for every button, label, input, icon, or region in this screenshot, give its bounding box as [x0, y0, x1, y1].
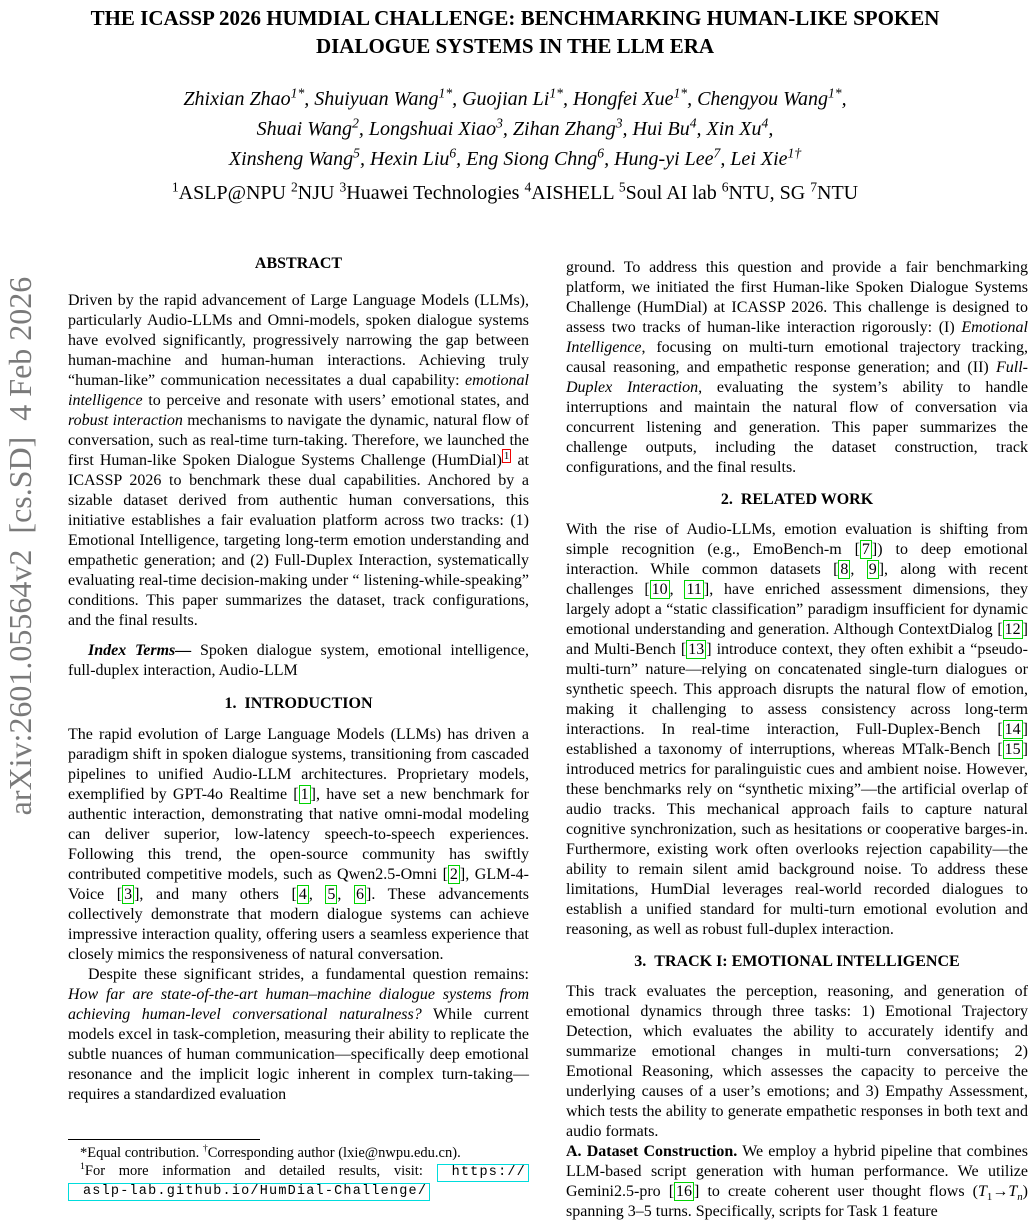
- text-run: , Hui Bu: [622, 118, 690, 140]
- text-run: , Hongfei Xue: [562, 88, 674, 110]
- citation-ref[interactable]: 6: [356, 886, 364, 903]
- text-run: How far are state-of-the-art human–machine dialogue systems from achieving human-level conversational naturalness?: [68, 986, 529, 1023]
- text-run: 1*: [673, 85, 688, 101]
- text-run: 5: [353, 145, 360, 161]
- right-column: [566, 252, 1028, 1222]
- citation-ref[interactable]: 4: [298, 886, 307, 903]
- text-run: 1*: [549, 85, 563, 101]
- text-run: Spoken dialogue system, emotional intelligence, full-duplex interaction, Audio-LLM: [68, 642, 529, 679]
- citation-ref[interactable]: 15: [1004, 741, 1021, 758]
- text-run: ,: [768, 118, 774, 140]
- paper-title: [20, 4, 1010, 60]
- text-run: , focusing on multi-turn emotional trajectory tracking, causal reasoning, and empathetic response generation; and (II): [566, 339, 1028, 376]
- citation-ref[interactable]: 16: [676, 1183, 693, 1200]
- dataset-construction-paragraph: [566, 1142, 1028, 1222]
- citation-ref[interactable]: 8: [840, 561, 849, 578]
- text-run: 1: [171, 179, 179, 195]
- text-run: ] and Multi-Bench [: [566, 621, 1028, 658]
- footnote-marker[interactable]: 1: [503, 449, 510, 462]
- arxiv-watermark: arXiv:2601.05564v2 [cs.SD] 4 Feb 2026: [2, 276, 38, 816]
- author-line-2: [0, 114, 1030, 144]
- footnote-project-url: [68, 1160, 529, 1201]
- text-run: 3: [615, 115, 623, 131]
- text-run: robust interaction: [68, 412, 183, 429]
- text-run: ASLP@NPU: [178, 182, 291, 204]
- text-run: ] to create coherent user thought flows (: [694, 1183, 978, 1200]
- text-run: We employ a hybrid pipeline that combines LLM-based script generation with human performance. We utilize Gemini2.5-pro [: [566, 1143, 1029, 1200]
- text-run: 5: [618, 179, 626, 195]
- text-run: 3: [496, 115, 503, 131]
- abstract-paragraph: [68, 291, 529, 631]
- citation-ref[interactable]: 11: [686, 581, 702, 598]
- text-run: ], along with recent challenges [: [566, 561, 1029, 598]
- text-run: 7: [810, 179, 818, 195]
- text-run: NJU: [297, 182, 340, 204]
- text-run: 1†: [787, 145, 802, 161]
- text-run: ,: [841, 88, 847, 110]
- text-run: , Longshuai Xiao: [358, 118, 497, 140]
- text-run: 1: [80, 1160, 85, 1172]
- footnote-block: [68, 1139, 529, 1201]
- text-run: to perceive and resonate with users’ emotional states, and: [142, 392, 529, 409]
- text-run: *Equal contribution.: [80, 1145, 203, 1161]
- text-run: mechanisms to navigate the dynamic, natural flow of conversation, such as real-time turn-taking. Therefore, we launched the first Human-like Spoken Dialogue Systems Challenge (HumDial): [68, 412, 530, 469]
- text-run: 6: [449, 145, 457, 161]
- text-run: This track evaluates the perception, reasoning, and generation of emotional dynamics through three tasks: 1) Emotional Trajectory Detection, which evaluates the ability to accurately identify and summarize emotional changes in multi-turn conversations; 2) Emotional Reasoning, which assesses the capacity to perceive the underlying causes of a user’s emotions; and 3) Empathy Assessment, which tests the ability to generate empathetic responses in both text and audio formats.: [566, 983, 1028, 1140]
- text-run: NTU, SG: [728, 182, 811, 204]
- text-run: Emotional Intelligence: [566, 319, 1028, 356]
- citation-ref[interactable]: 3: [124, 886, 133, 903]
- text-run: 1*: [438, 85, 453, 101]
- text-run: emotional intelligence: [68, 372, 529, 409]
- text-run: 3: [339, 179, 347, 195]
- text-run: at ICASSP 2026 to benchmark these dual capabilities. Anchored by a sizable dataset derived from authentic human conversations, this initiative establishes a fair evaluation platform across two tracks: (1) Emotional Intelligence, targeting long-term emotion understanding and empathetic generation; and (2) Full-Duplex Interaction, systematically evaluating real-time decision-making under “ listening-while-speaking” conditions. This paper summarizes the dataset, track configurations, and the final results.: [68, 452, 529, 629]
- text-run: ,: [337, 886, 354, 903]
- introduction-paragraph-1: [68, 725, 529, 965]
- text-run: 1: [986, 1191, 993, 1204]
- track1-paragraph: [566, 982, 1028, 1142]
- text-run: Corresponding author (lxie@nwpu.edu.cn).: [207, 1145, 461, 1161]
- text-run: , Guojian Li: [452, 88, 550, 110]
- citation-ref[interactable]: 2: [449, 866, 458, 883]
- text-run: ], GLM-4-Voice [: [68, 866, 529, 903]
- introduction-continuation-paragraph: [566, 258, 1028, 478]
- introduction-paragraph-2: [68, 965, 529, 1105]
- text-run: , Hexin Liu: [359, 148, 450, 170]
- text-run: ) spanning 3–5 turns. Specifically, scripts for Task 1 feature: [566, 1183, 1028, 1220]
- text-run: ,: [669, 581, 685, 598]
- text-run: The rapid evolution of Large Language Models (LLMs) has driven a paradigm shift in spoken dialogue systems, transitioning from cascaded pipelines to unified Audio-LLM architectures. Proprietary models, exemplified by GPT-4o Realtime [: [68, 726, 529, 803]
- paper-title-line2: DIALOGUE SYSTEMS IN THE LLM ERA: [315, 34, 715, 58]
- text-run: Despite these significant strides, a fundamental question remains:: [88, 966, 529, 983]
- text-run: 1*: [828, 85, 842, 101]
- text-run: AISHELL: [531, 182, 619, 204]
- text-run: 1*: [290, 85, 305, 101]
- text-run: ] introduce context, they often exhibit a “pseudo-multi-turn” nature—relying on concatenated single-turn dialogues or synthetic speech. This approach disrupts the natural flow of emotion, making it challenging to assess consistency across long-term interactions. In real-time interaction, Full-Duplex-Bench [: [566, 641, 1028, 738]
- external-link[interactable]: https://: [437, 1164, 529, 1182]
- citation-ref[interactable]: 9: [868, 561, 877, 578]
- section-heading-track1: 3. TRACK I: EMOTIONAL INTELLIGENCE: [634, 953, 960, 970]
- text-run: 2: [291, 179, 298, 195]
- text-run: With the rise of Audio-LLMs, emotion evaluation is shifting from simple recognition (e.g., EmoBench-m [: [566, 521, 1028, 558]
- related-work-paragraph: [566, 520, 1028, 940]
- footnote-rule: [68, 1139, 260, 1140]
- citation-ref[interactable]: 10: [651, 581, 668, 598]
- text-run: 4: [761, 115, 769, 131]
- affiliations-line: [0, 180, 1030, 206]
- citation-ref[interactable]: 12: [1004, 621, 1021, 638]
- external-link[interactable]: aslp-lab.github.io/HumDial-Challenge/: [68, 1183, 430, 1201]
- text-run: ] introduced metrics for paralinguistic cues and ambient noise. However, these benchmarks rely on “synthetic mixing”—the artificial overlap of audio tracks. This mechanical approach fails to capture natural cognitive synchronization, such as hesitations or cooperative barges-in. Furthermore, existing work often overlooks rejection capability—the ability to remain silent amid background noise. To address these limitations, HumDial leverages real-world recorded dialogues to establish a unified standard for multi-turn emotional evolution and reasoning, as well as robust full-duplex interaction.: [566, 741, 1028, 938]
- text-run: , Hung-yi Lee: [604, 148, 714, 170]
- citation-ref[interactable]: 13: [688, 641, 705, 658]
- paper-title-line1: THE ICASSP 2026 HUMDIAL CHALLENGE: BENCHMARKING HUMAN-LIKE SPOKEN: [90, 6, 940, 30]
- text-run: A. Dataset Construction.: [566, 1143, 738, 1160]
- text-run: Index Terms—: [88, 642, 192, 659]
- text-run: Huawei Technologies: [346, 182, 525, 204]
- text-run: , Eng Siong Chng: [456, 148, 598, 170]
- author-line-3: [0, 144, 1030, 174]
- text-run: Soul AI lab: [625, 182, 722, 204]
- text-run: ], and many others [: [134, 886, 297, 903]
- text-run: ,: [308, 886, 326, 903]
- text-run: ], have set a new benchmark for authentic interaction, demonstrating that native omni-modal modeling can deliver superior, low-latency speech-to-speech experiences. Following this trend, the open-source community has swiftly contributed competitive models, such as Qwen2.5-Omni [: [68, 786, 530, 883]
- text-run: , evaluating the system’s ability to handle interruptions and maintain the natural flow of conversation via concurrent listening and generation. This paper summarizes the challenge outputs, including the dataset construction, track configurations, and the final results.: [566, 379, 1029, 476]
- text-run: , Xin Xu: [696, 118, 762, 140]
- section-heading-related-work: 2. RELATED WORK: [720, 491, 874, 508]
- text-run: ,: [850, 561, 867, 578]
- text-run: →: [992, 1183, 1009, 1200]
- text-run: , Zihan Zhang: [502, 118, 616, 140]
- text-run: ]. These advancements collectively demonstrate that modern dialogue systems can achieve impressive interaction quality, offering users a seamless experience that closely mimics the responsiveness of natural conversation.: [68, 886, 530, 963]
- citation-ref[interactable]: 5: [327, 886, 336, 903]
- section-heading-introduction: 1. INTRODUCTION: [224, 695, 373, 712]
- text-run: 2: [352, 115, 359, 131]
- text-run: n: [1017, 1191, 1023, 1204]
- text-run: 6: [597, 145, 605, 161]
- text-run: 6: [721, 179, 729, 195]
- text-run: T: [977, 1183, 987, 1200]
- text-run: ]) to deep emotional interaction. While common datasets [: [566, 541, 1029, 578]
- text-run: †: [202, 1143, 208, 1155]
- section-heading-abstract: ABSTRACT: [254, 255, 343, 272]
- text-run: , Chengyou Wang: [687, 88, 828, 110]
- text-run: NTU: [817, 182, 859, 204]
- left-column: [68, 252, 529, 1105]
- text-run: 4: [524, 179, 532, 195]
- footnote-equal-contribution: [68, 1145, 529, 1163]
- text-run: Xinsheng Wang: [228, 148, 354, 170]
- text-run: , Lei Xie: [720, 148, 788, 170]
- citation-ref[interactable]: 7: [861, 541, 870, 558]
- author-line-1: [0, 84, 1030, 114]
- text-run: For more information and detailed results, visit:: [84, 1162, 437, 1179]
- text-run: ] established a taxonomy of interruptions, whereas MTalk-Bench [: [566, 721, 1028, 758]
- text-run: While current models excel in task-completion, measuring their ability to replicate the subtle nuances of human communication—specifically deep emotional resonance and the implicit logic inherent in complex turn-taking—requires a standardized evaluation: [68, 1006, 529, 1103]
- text-run: Shuai Wang: [256, 118, 353, 140]
- author-block: [0, 84, 1030, 174]
- text-run: 7: [713, 145, 721, 161]
- text-run: T: [1008, 1183, 1018, 1200]
- text-run: 4: [689, 115, 697, 131]
- text-run: Zhixian Zhao: [183, 88, 291, 110]
- text-run: ], have enriched assessment dimensions, they largely adopt a “static classification” paradigm insufficient for dynamic emotional understanding and generation. Although ContextDialog [: [566, 581, 1028, 638]
- text-run: , Shuiyuan Wang: [304, 88, 439, 110]
- text-run: Full-Duplex Interaction: [566, 359, 1028, 396]
- text-run: ground. To address this question and provide a fair benchmarking platform, we initiated the first Human-like Spoken Dialogue Systems Challenge (HumDial) at ICASSP 2026. This challenge is designed to assess two tracks of human-like interaction rigorously: (I): [566, 259, 1028, 336]
- index-terms-paragraph: [68, 641, 529, 681]
- citation-ref[interactable]: 1: [300, 786, 309, 803]
- citation-ref[interactable]: 14: [1004, 721, 1021, 738]
- text-run: Driven by the rapid advancement of Large Language Models (LLMs), particularly Audio-LLMs and Omni-models, spoken dialogue systems have evolved significantly, progressively narrowing the gap between human-machine and human-human interactions. Achieving truly “human-like” communication necessitates a dual capability:: [68, 292, 529, 389]
